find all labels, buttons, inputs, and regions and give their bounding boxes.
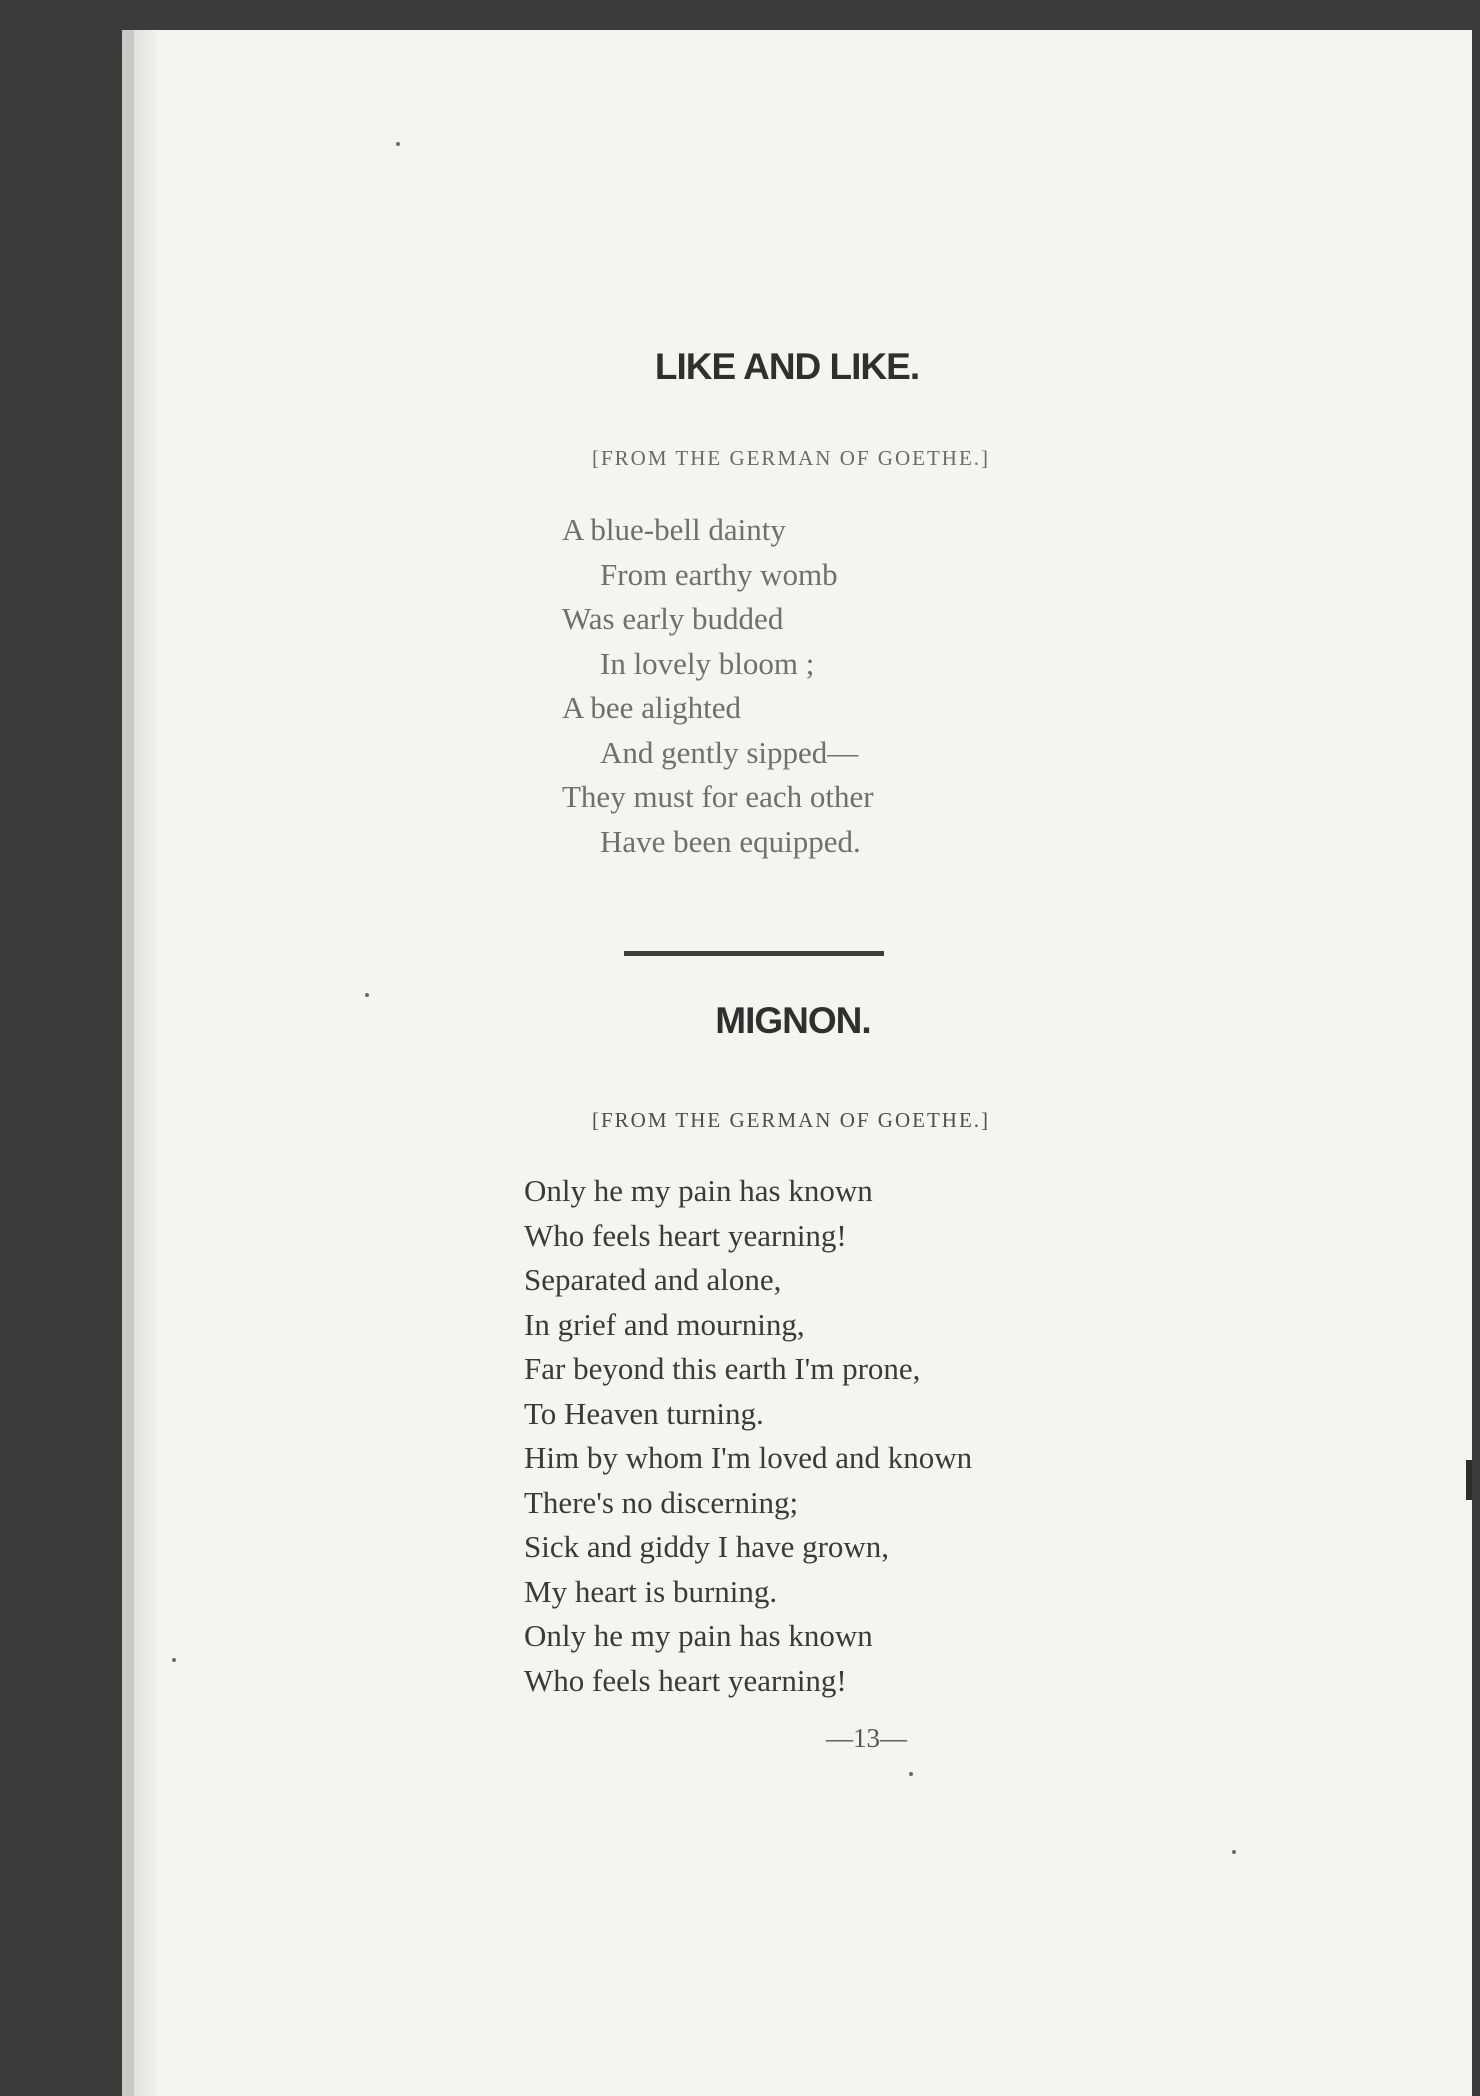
poem-stanza-like-and-like xyxy=(562,508,874,864)
page-edge-mark xyxy=(1466,1460,1472,1500)
section-divider-rule xyxy=(624,951,884,956)
poem-line: Separated and alone, xyxy=(524,1262,782,1297)
poem-line: Sick and giddy I have grown, xyxy=(524,1529,890,1564)
poem-title-like-and-like: LIKE AND LIKE. xyxy=(654,346,920,387)
book-page xyxy=(122,30,1472,2096)
poem-line: In grief and mourning, xyxy=(524,1306,805,1342)
paper-speck xyxy=(396,142,400,146)
poem-title-mignon: MIGNON. xyxy=(715,1000,871,1041)
poem-line: Far beyond this earth I'm prone, xyxy=(524,1351,921,1386)
poem-source-note: [FROM THE GERMAN OF GOETHE.] xyxy=(591,1108,991,1132)
paper-speck xyxy=(172,1658,176,1662)
paper-speck xyxy=(909,1772,913,1776)
poem-line: In lovely bloom ; xyxy=(600,645,815,681)
poem-line: My heart is burning. xyxy=(524,1573,778,1609)
poem-line: Who feels heart yearning! xyxy=(524,1217,847,1253)
poem-line: A blue-bell dainty xyxy=(562,512,786,547)
page-number: —13— xyxy=(826,1723,907,1753)
poem-line: Was early budded xyxy=(562,601,784,636)
poem-line: They must for each other xyxy=(562,779,874,814)
poem-line: Him by whom I'm loved and known xyxy=(524,1440,973,1475)
poem-line: To Heaven turning. xyxy=(524,1395,764,1431)
poem-line: Only he my pain has known xyxy=(524,1173,873,1208)
page-binding-shadow xyxy=(134,30,160,2096)
poem-line: From earthy womb xyxy=(600,556,838,592)
poem-line: There's no discerning; xyxy=(524,1484,799,1520)
poem-line: And gently sipped— xyxy=(600,734,859,770)
poem-line: A bee alighted xyxy=(562,690,742,725)
paper-speck xyxy=(1232,1850,1236,1854)
poem-line: Who feels heart yearning! xyxy=(524,1662,847,1698)
paper-speck xyxy=(365,993,369,997)
poem-line: Only he my pain has known xyxy=(524,1618,873,1653)
poem-line: Have been equipped. xyxy=(600,823,861,859)
poem-stanza-mignon xyxy=(524,1169,972,1703)
poem-source-note: [FROM THE GERMAN OF GOETHE.] xyxy=(591,446,991,470)
